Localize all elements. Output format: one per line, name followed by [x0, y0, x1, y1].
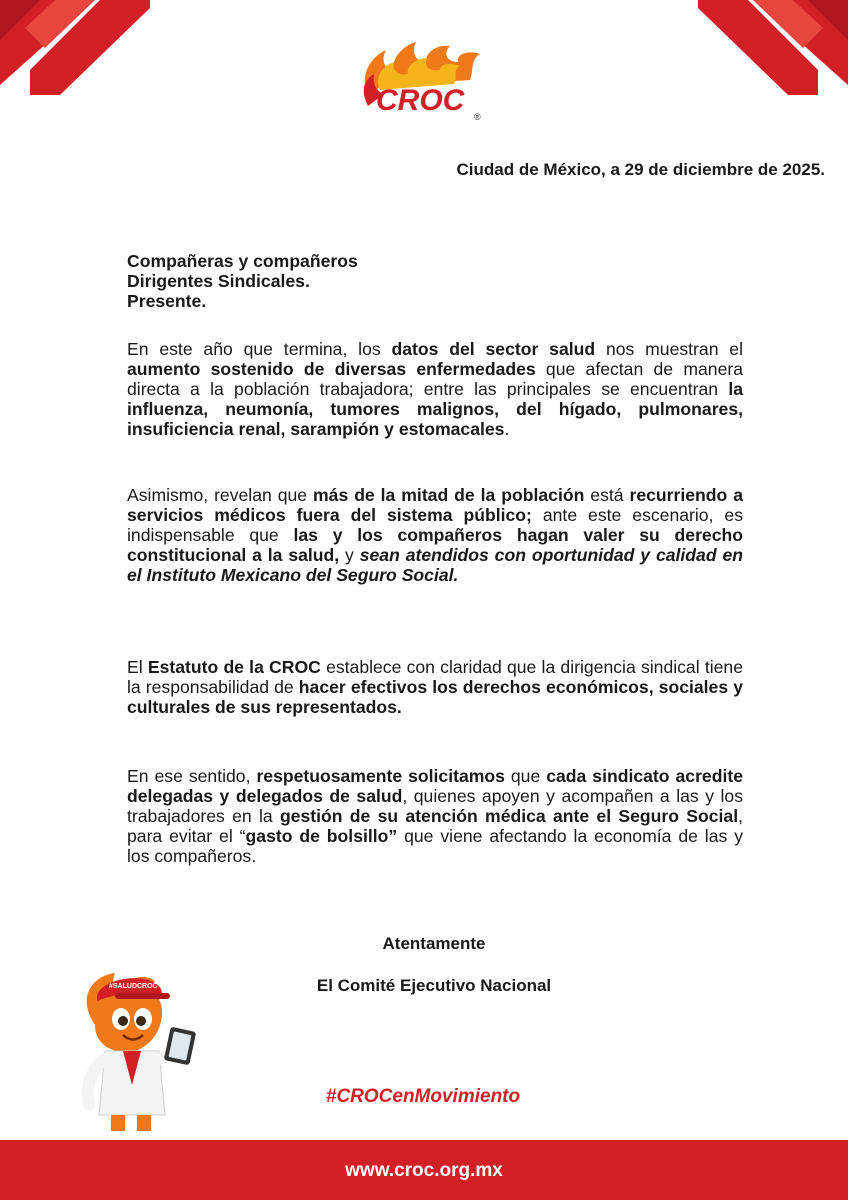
body-text: En este año que termina, los: [127, 339, 392, 359]
body-text: ante este escenario, es indispensable que: [127, 505, 744, 545]
body-text: .: [504, 419, 510, 439]
emphasis-text: respetuosamente solicitamos: [256, 766, 505, 786]
emphasis-text: gestión de su atención médica ante el Seguro Social: [279, 806, 739, 826]
body-text: , para evitar el “: [127, 806, 743, 846]
emphasis-text: las y los compañeros hagan valer su derecho constitucional a la salud,: [127, 525, 743, 565]
croc-logo: [350, 40, 495, 122]
mascot-cap-text: #SALUDCROC: [109, 983, 158, 990]
hashtag: #CROCenMovimiento: [325, 1086, 521, 1107]
body-text: Asimismo, revelan que: [127, 485, 314, 505]
closing-salutation: Atentamente: [382, 934, 486, 953]
corner-decoration-left: [0, 0, 180, 95]
emphasis-text: más de la mitad de la población: [313, 485, 585, 505]
emphasis-text: aumento sostenido de diversas enfermedades: [127, 359, 536, 379]
body-text: y: [339, 545, 360, 565]
emphasis-text: gasto de bolsillo”: [245, 826, 398, 846]
body-text: que viene afectando la economía de las y los compañeros.: [127, 826, 743, 866]
body-text: que afectan de manera directa a la población trabajadora; entre las principales se encuentran: [127, 359, 743, 399]
body-text: establece con claridad que la dirigencia sindical tiene la responsabilidad de: [127, 657, 743, 697]
greeting: [127, 251, 743, 311]
greeting-line-1: Compañeras y compañeros: [127, 251, 358, 271]
emphasis-text: recurriendo a servicios médicos fuera del sistema público;: [127, 485, 744, 525]
emphasis-text: Estatuto de la CROC: [147, 657, 321, 677]
footer-website-link[interactable]: www.croc.org.mx: [345, 1160, 503, 1181]
paragraph-statute: [127, 657, 743, 717]
paragraph-request: [127, 766, 743, 866]
logo-wordmark: CROC: [376, 84, 465, 117]
body-text: está: [584, 485, 630, 505]
footer-bar: [0, 1140, 848, 1200]
body-text: nos muestran el: [595, 339, 743, 359]
letter-date: Ciudad de México, a 29 de diciembre de 2025.: [456, 160, 825, 179]
registered-mark: ®: [474, 112, 481, 122]
emphasis-text: cada sindicato acredite delegadas y delegados de salud: [127, 766, 743, 806]
emphasis-text: hacer efectivos los derechos económicos, sociales y culturales de sus representados.: [127, 677, 744, 717]
greeting-line-2: Dirigentes Sindicales.: [127, 271, 310, 291]
paragraph-population: [127, 485, 743, 585]
body-text: , quienes apoyen y acompañen a las y los trabajadores en la: [127, 786, 743, 826]
emphasis-text: la influenza, neumonía, tumores malignos, del hígado, pulmonares, insuficiencia renal, sarampión y estomacales: [127, 379, 743, 439]
closing-signature: El Comité Ejecutivo Nacional: [316, 976, 552, 995]
body-text: que: [504, 766, 547, 786]
mascot-illustration: [55, 955, 205, 1135]
greeting-line-3: Presente.: [127, 291, 207, 311]
body-text: El: [127, 657, 148, 677]
body-text: En ese sentido,: [127, 766, 257, 786]
emphasis-text: sean atendidos con oportunidad y calidad en el Instituto Mexicano del Seguro Social.: [127, 545, 743, 585]
corner-decoration-right: [668, 0, 848, 95]
paragraph-health-data: [127, 339, 743, 439]
emphasis-text: datos del sector salud: [391, 339, 596, 359]
